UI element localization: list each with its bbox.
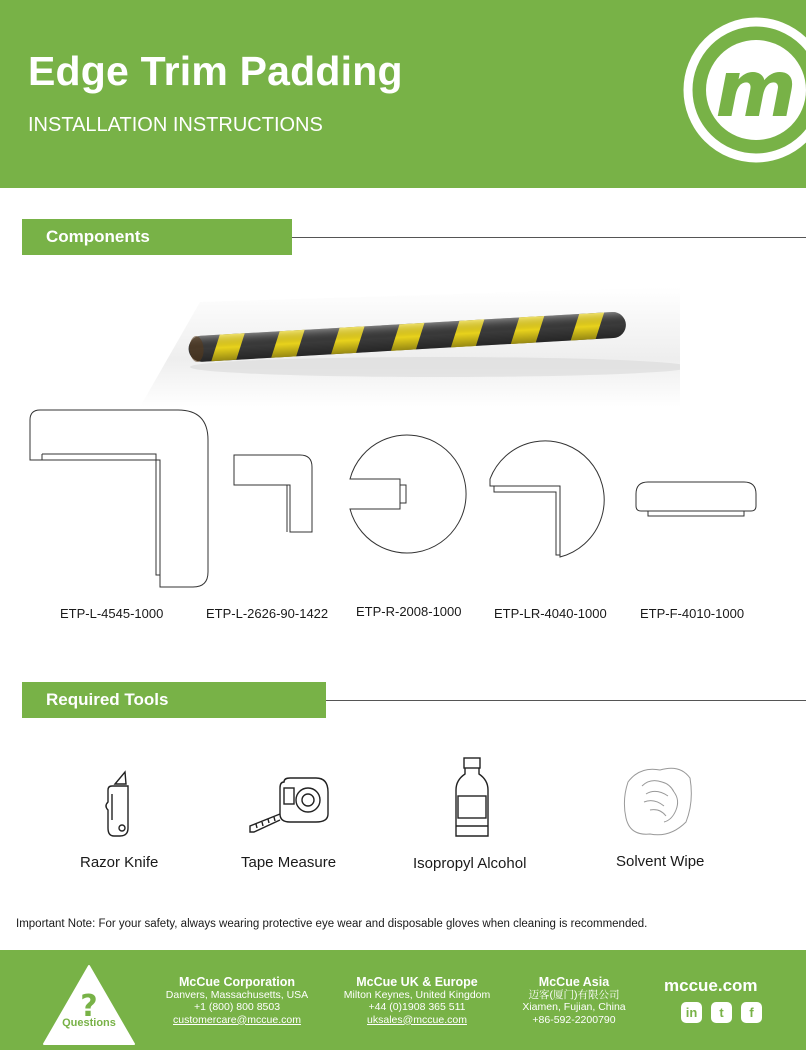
- office-name: McCue UK & Europe: [356, 975, 478, 989]
- office-usa: [162, 976, 312, 1026]
- office-asia: [512, 976, 636, 1026]
- profile-etp-l-4545: [30, 410, 208, 587]
- tool-label-isopropyl-alcohol: Isopropyl Alcohol: [413, 855, 527, 872]
- questions-label[interactable]: Questions: [62, 1017, 116, 1029]
- profile-etp-f-4010: [636, 482, 756, 516]
- components-heading: Components: [22, 219, 292, 255]
- tools-heading: Required Tools: [22, 682, 326, 718]
- office-location: Danvers, Massachusetts, USA: [165, 988, 309, 1001]
- profile-etp-l-2626: [234, 455, 312, 532]
- profile-label-4: ETP-LR-4040-1000: [494, 606, 607, 621]
- footer: [0, 950, 806, 1050]
- facebook-icon[interactable]: f: [741, 1002, 762, 1023]
- office-phone: +44 (0)1908 365 511: [368, 1001, 466, 1013]
- profile-etp-lr-4040: [490, 441, 604, 557]
- profile-label-1: ETP-L-4545-1000: [60, 606, 164, 621]
- razor-knife-icon: [98, 770, 138, 842]
- twitter-icon[interactable]: t: [711, 1002, 732, 1023]
- office-uk: [340, 976, 494, 1026]
- edge-trim-product-image: [140, 282, 680, 407]
- components-divider: [292, 237, 806, 238]
- office-local-name: 迈客(厦门)有限公司: [528, 988, 620, 1001]
- tool-label-tape-measure: Tape Measure: [241, 854, 337, 871]
- office-phone: +86-592-2200790: [532, 1013, 616, 1026]
- header-banner: [0, 0, 806, 188]
- office-name: McCue Corporation: [179, 975, 295, 989]
- office-email-link[interactable]: uksales@mccue.com: [367, 1013, 467, 1026]
- website-link[interactable]: mccue.com: [664, 976, 758, 995]
- office-location: Milton Keynes, United Kingdom: [343, 988, 491, 1001]
- profile-label-2: ETP-L-2626-90-1422: [206, 606, 329, 621]
- office-email-link[interactable]: customercare@mccue.com: [173, 1013, 301, 1026]
- mccue-logo-icon: [680, 14, 806, 166]
- logo-letter: m: [715, 45, 797, 135]
- page-subtitle: INSTALLATION INSTRUCTIONS: [28, 114, 323, 136]
- tools-divider: [326, 700, 806, 701]
- page-title: Edge Trim Padding: [28, 48, 403, 94]
- profile-etp-r-2008: [350, 435, 466, 553]
- solvent-wipe-icon: [620, 762, 696, 840]
- tape-measure-icon: [244, 774, 332, 840]
- questions-mark: ?: [80, 989, 98, 1024]
- tool-label-razor-knife: Razor Knife: [80, 854, 159, 871]
- office-name: McCue Asia: [538, 975, 610, 989]
- safety-note: Important Note: For your safety, always wearing protective eye wear and disposable gloves when cleaning is recommended.: [16, 918, 648, 930]
- profile-label-3: ETP-R-2008-1000: [356, 604, 462, 619]
- profile-label-5: ETP-F-4010-1000: [640, 606, 745, 621]
- office-location: Xiamen, Fujian, China: [522, 1001, 626, 1013]
- questions-icon[interactable]: [42, 964, 136, 1046]
- office-phone: +1 (800) 800 8503: [193, 1001, 281, 1013]
- profile-drawings: [0, 405, 806, 605]
- linkedin-icon[interactable]: in: [681, 1002, 702, 1023]
- tool-label-solvent-wipe: Solvent Wipe: [616, 853, 705, 870]
- alcohol-bottle-icon: [452, 756, 492, 840]
